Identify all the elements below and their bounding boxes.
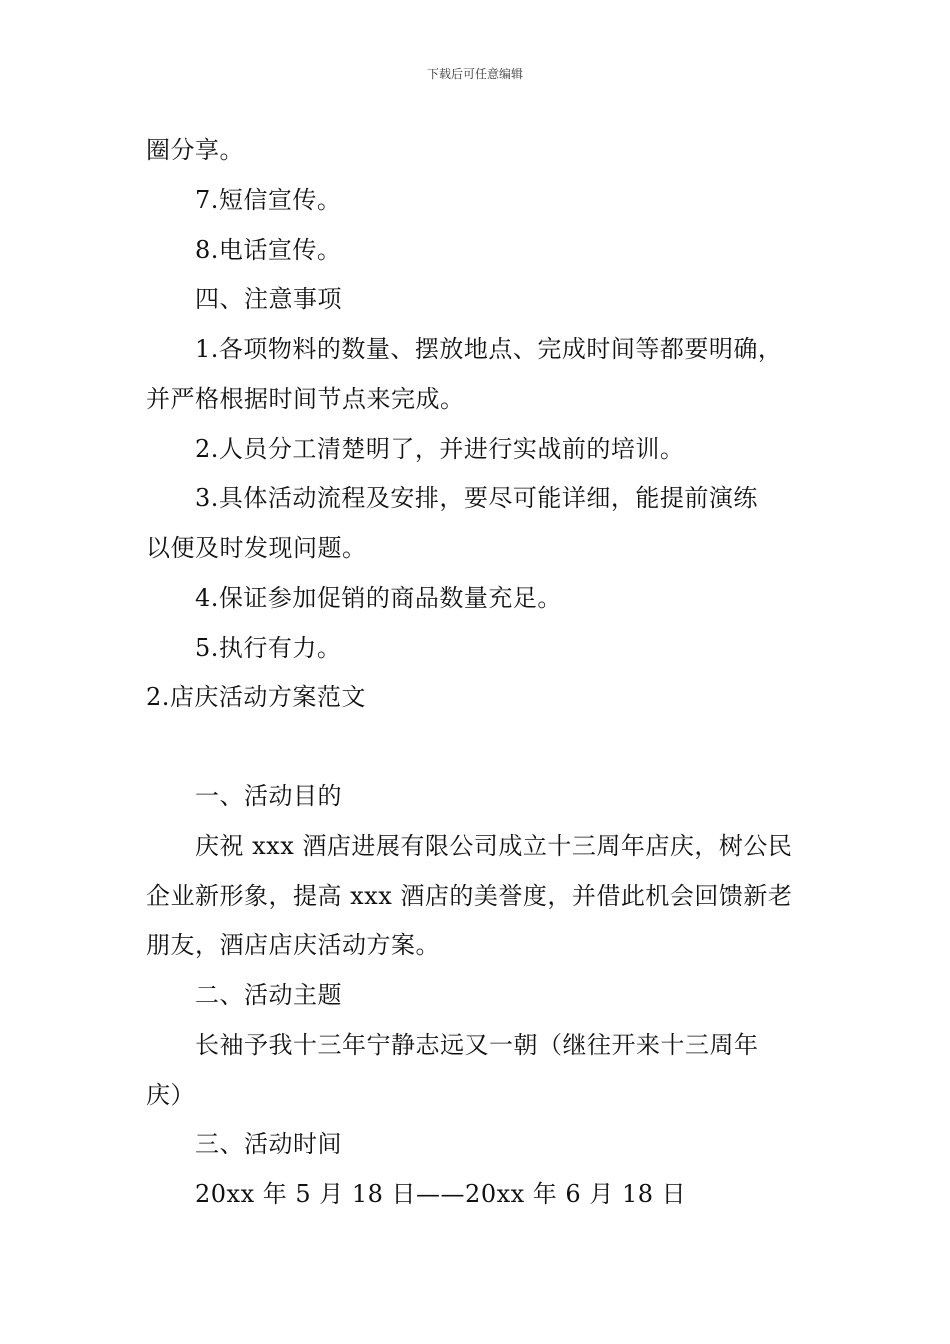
text-line: 2.人员分工清楚明了，并进行实战前的培训。 — [195, 435, 685, 463]
text-line: 长袖予我十三年宁静志远又一朝（继往开来十三周年 — [195, 1031, 759, 1059]
text-line: 并严格根据时间节点来完成。 — [146, 385, 465, 413]
text-line: 7.短信宣传。 — [195, 186, 342, 214]
page-header: 下载后可任意编辑 — [426, 67, 523, 81]
section-heading: 一、活动目的 — [195, 782, 342, 810]
text-line: 1.各项物料的数量、摆放地点、完成时间等都要明确， — [195, 335, 783, 363]
document-title: 2.店庆活动方案范文 — [146, 683, 366, 711]
text-line: 3.具体活动流程及安排，要尽可能详细，能提前演练 — [195, 484, 758, 512]
section-heading: 二、活动主题 — [195, 981, 342, 1009]
section-heading: 三、活动时间 — [195, 1130, 342, 1158]
text-line: 企业新形象，提高 xxx 酒店的美誉度，并借此机会回馈新老 — [146, 882, 793, 910]
text-line: 朋友，酒店店庆活动方案。 — [146, 931, 440, 959]
text-line: 5.执行有力。 — [195, 634, 342, 662]
text-line: 庆） — [146, 1081, 195, 1109]
text-line: 8.电话宣传。 — [195, 236, 342, 264]
text-line: 4.保证参加促销的商品数量充足。 — [195, 584, 562, 612]
text-line: 圈分享。 — [146, 136, 244, 164]
text-line: 庆祝 xxx 酒店进展有限公司成立十三周年店庆，树公民 — [195, 832, 793, 860]
text-line: 以便及时发现问题。 — [146, 534, 367, 562]
text-line: 20xx 年 5 月 18 日——20xx 年 6 月 18 日 — [195, 1180, 687, 1208]
section-heading: 四、注意事项 — [195, 285, 342, 313]
